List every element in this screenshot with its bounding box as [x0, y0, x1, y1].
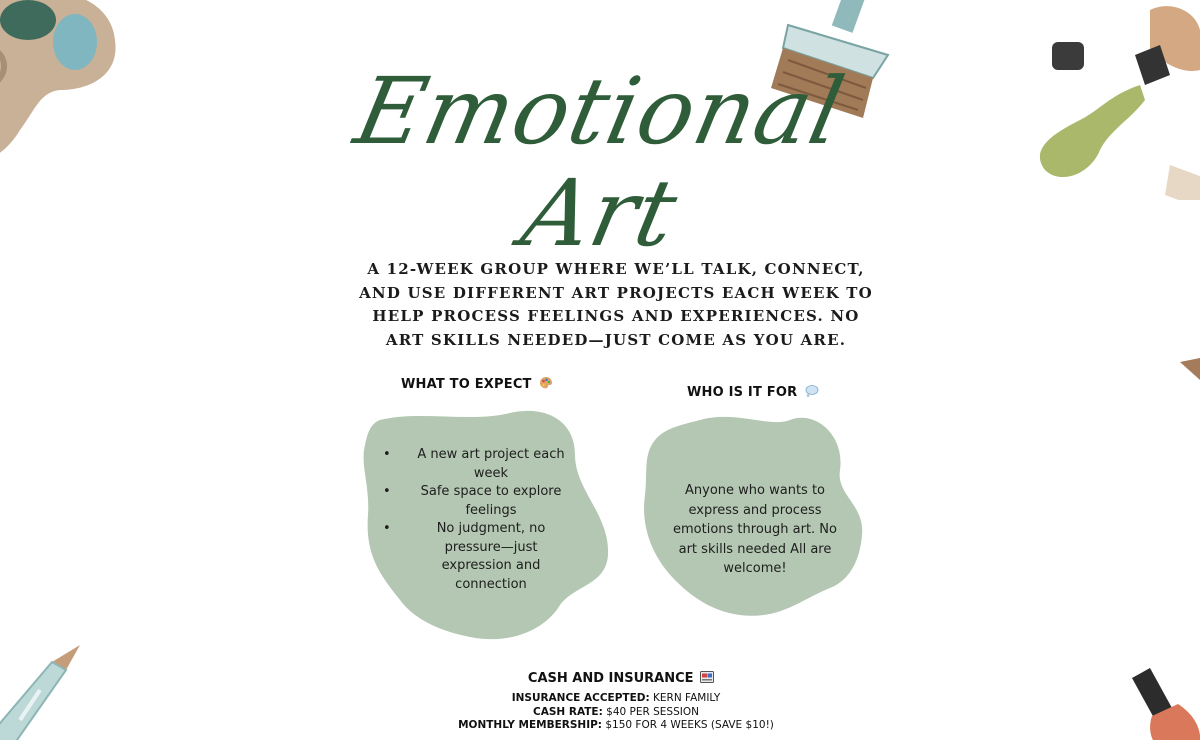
expect-list — [383, 446, 573, 594]
intro-line: HELP PROCESS FEELINGS AND EXPERIENCES. NO — [372, 307, 860, 325]
pricing-row — [0, 719, 1200, 733]
pricing-label: MONTHLY MEMBERSHIP: — [458, 719, 603, 731]
intro-text — [0, 258, 1200, 352]
speech-bubble-icon — [805, 384, 819, 398]
intro-line: ART SKILLS NEEDED—JUST COME AS YOU ARE. — [385, 330, 847, 349]
list-item: • No judgment, no pressure—just expression and connection — [383, 520, 573, 594]
artist-palette-icon — [539, 376, 553, 390]
who-is-it-for-heading — [687, 384, 819, 400]
pricing-label: CASH RATE: — [533, 705, 603, 718]
intro-line: A 12-WEEK GROUP WHERE WE’LL TALK, CONNECT, — [367, 260, 865, 278]
intro-line: AND USE DIFFERENT ART PROJECTS EACH WEEK TO — [359, 283, 873, 302]
what-to-expect-heading — [401, 376, 553, 392]
list-item: • A new art project each week — [383, 446, 573, 483]
pricing-row — [0, 692, 1200, 706]
pricing-value: $40 PER SESSION — [602, 705, 699, 718]
pricing-label: INSURANCE ACCEPTED: — [511, 692, 650, 704]
pricing-heading-label: CASH AND INSURANCE — [527, 671, 694, 686]
pricing-heading — [0, 671, 1200, 686]
pricing-row — [0, 706, 1200, 720]
audience-description: Anyone who wants to express and process emotions through art. No art skills needed All are welcome! — [673, 483, 837, 576]
pricing-value: $150 FOR 4 WEEKS (SAVE $10!) — [602, 719, 774, 731]
pricing-value: KERN FAMILY — [649, 692, 721, 704]
pricing-details — [0, 692, 1200, 733]
list-item: • Safe space to explore feelings — [383, 483, 573, 520]
title-art: Art — [513, 160, 687, 267]
card-icon — [700, 671, 714, 683]
who-is-it-for-label: WHO IS IT FOR — [687, 385, 798, 400]
brush-tip-decoration — [1176, 350, 1200, 390]
what-to-expect-label: WHAT TO EXPECT — [401, 377, 532, 392]
title-emotional: Emotional — [346, 58, 854, 165]
